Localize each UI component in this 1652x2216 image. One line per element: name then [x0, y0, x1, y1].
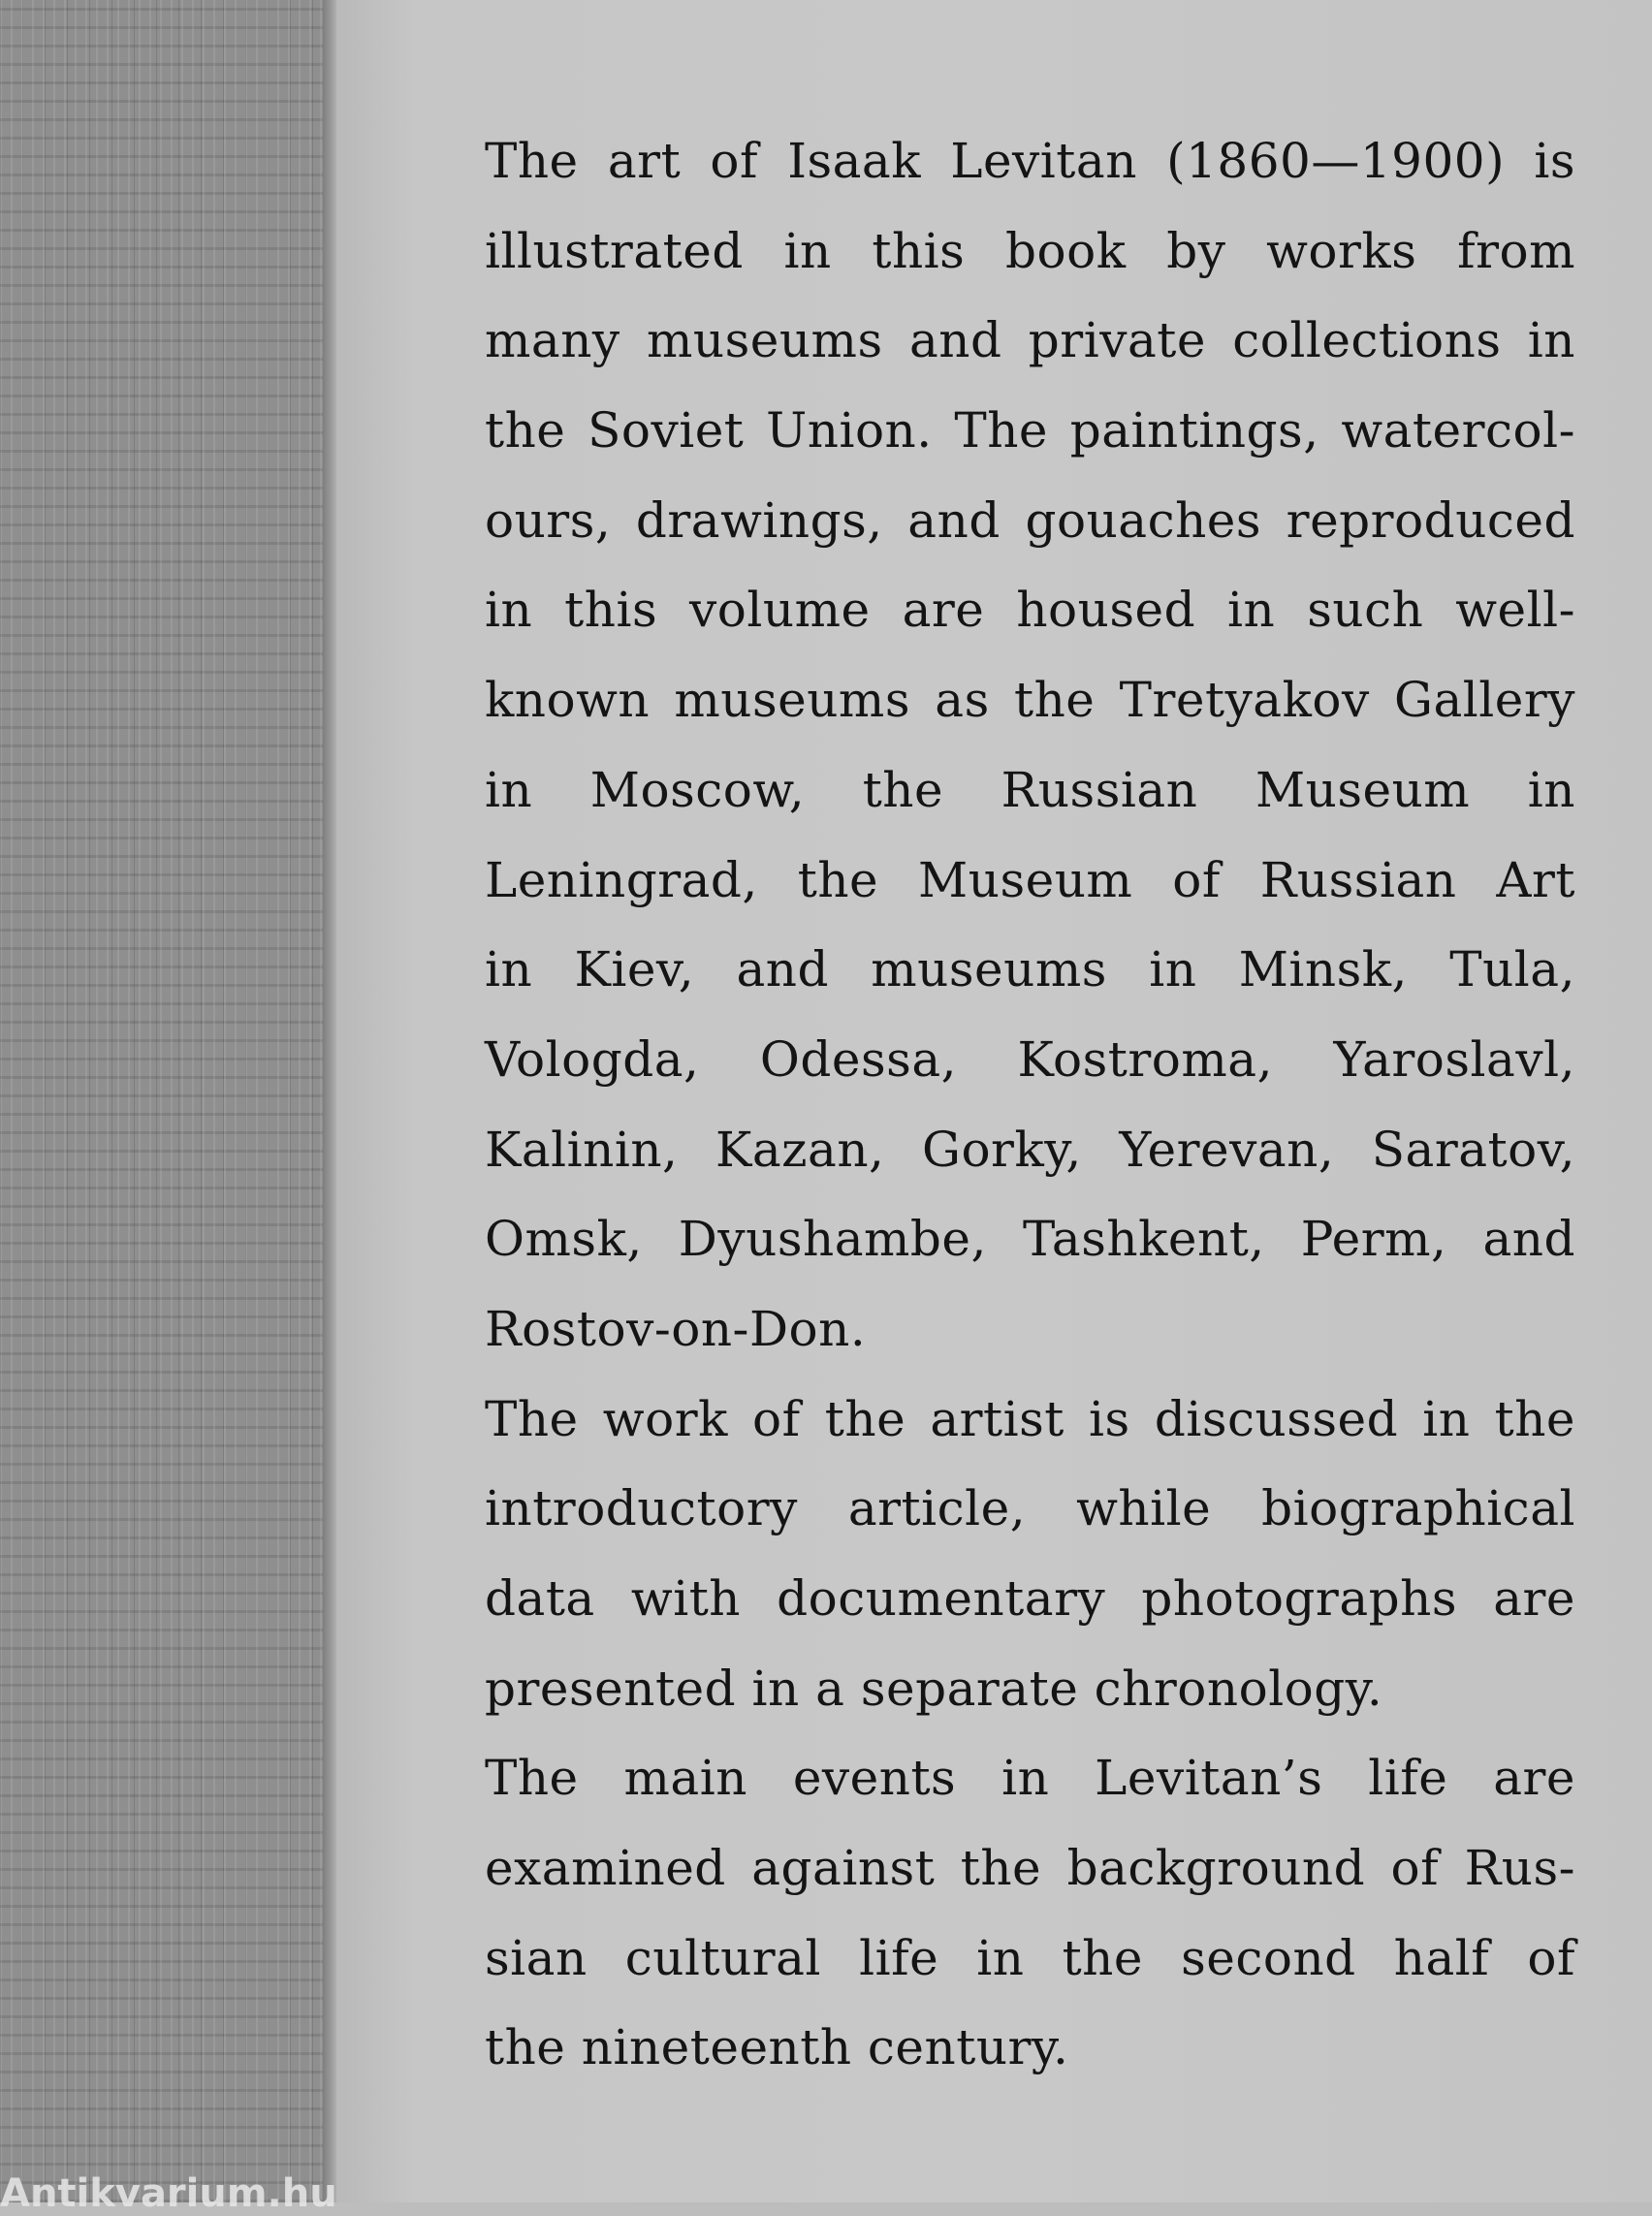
text-line: introductory article, while biographical	[485, 1480, 1575, 1537]
text-line: Vologda, Odessa, Kostroma, Yaroslavl,	[485, 1030, 1575, 1088]
text-line: illustrated in this book by works from	[485, 222, 1575, 279]
text-line: Kalinin, Kazan, Gorky, Yerevan, Saratov,	[485, 1121, 1575, 1178]
page-text	[485, 116, 1575, 2093]
text-line: ours, drawings, and gouaches reproduced	[485, 491, 1575, 549]
text-line: Omsk, Dyushambe, Tashkent, Perm, and	[485, 1211, 1575, 1268]
text-line: data with documentary photographs are	[485, 1570, 1575, 1627]
text-line: the Soviet Union. The paintings, watercol-	[485, 402, 1575, 459]
text-line: presented in a separate chronology.	[485, 1660, 1383, 1717]
text-line: the nineteenth century.	[485, 2019, 1069, 2076]
text-line: sian cultural life in the second half of	[485, 1929, 1575, 1986]
book-spine	[0, 0, 334, 2202]
text-line: many museums and private collections in	[485, 312, 1575, 369]
text-line: examined against the background of Rus-	[485, 1840, 1575, 1897]
text-line: The art of Isaak Levitan (1860—1900) is	[485, 133, 1575, 189]
text-line: in this volume are housed in such well-	[485, 582, 1575, 639]
text-line: Leningrad, the Museum of Russian Art	[485, 851, 1575, 908]
text-line: in Kiev, and museums in Minsk, Tula,	[485, 941, 1575, 998]
text-line: Rostov-on-Don.	[485, 1300, 867, 1357]
watermark: Antikvarium.hu	[0, 2171, 337, 2216]
text-line: The work of the artist is discussed in the	[485, 1390, 1575, 1447]
paragraph-2	[485, 1375, 1575, 1734]
text-line: The main events in Levitan’s life are	[485, 1750, 1575, 1807]
spine-edge	[323, 0, 336, 2202]
text-line: known museums as the Tretyakov Gallery	[485, 672, 1575, 729]
paragraph-1	[485, 116, 1575, 1375]
paragraph-3	[485, 1733, 1575, 2093]
text-line: in Moscow, the Russian Museum in	[485, 761, 1575, 818]
